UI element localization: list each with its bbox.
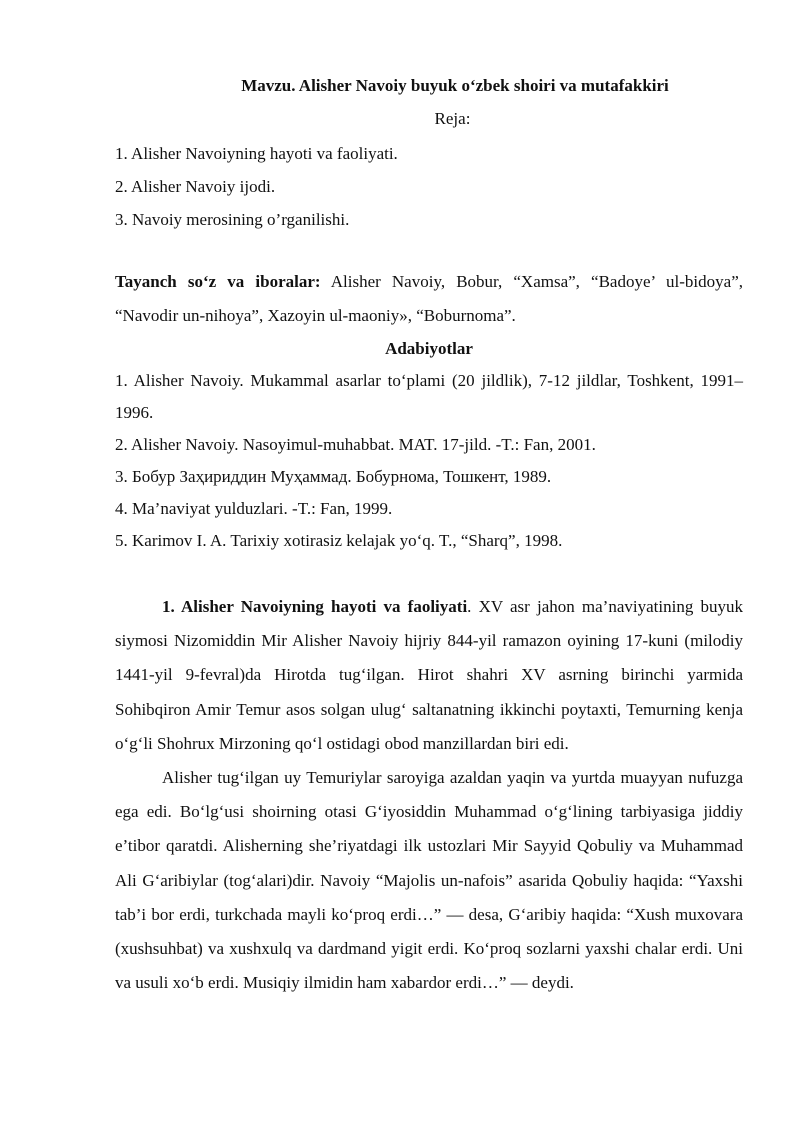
keywords-label: Tayanch so‘z va iboralar:: [115, 272, 321, 291]
literature-item: 5. Karimov I. A. Tarixiy xotirasiz kelajak yo‘q. T., “Sharq”, 1998.: [115, 531, 563, 550]
literature-item: 3. Бобур Заҳириддин Муҳаммад. Бобурнома, Тошкент, 1989.: [115, 467, 552, 486]
literature-heading: Adabiyotlar: [385, 339, 473, 358]
plan-label: Reja:: [434, 109, 471, 128]
plan-item: 3. Navoiy merosining o’rganilishi.: [115, 210, 350, 229]
section1-para1-text: . XV asr jahon ma’naviyatining buyuk siymosi Nizomiddin Mir Alisher Navoiy hijriy 844-yil ramazon oyining 17-kuni (milodiy 1441-yil 9-fevral)da Hirotda tug‘ilgan. Hirot shahri XV asrning birinchi yarmida Sohibqiron Amir Temur asos solgan ulug‘ saltanatning ikkinchi poytaxti, Temurning kenja o‘g‘li Shohrux Mirzoning qo‘l ostidagi obod manzillardan biri edi.: [115, 597, 743, 753]
literature-item: 2. Alisher Navoiy. Nasoyimul-muhabbat. MAT. 17-jild. -T.: Fan, 2001.: [115, 435, 596, 454]
literature-item: 4. Ma’naviyat yulduzlari. -T.: Fan, 1999.: [115, 499, 393, 518]
keywords-paragraph: [115, 265, 743, 333]
keywords-text: Alisher Navoiy, Bobur, “Xamsa”, “Badoye’ ul-bidoya”, “Navodir un-nihoya”, Xazoyin ul-maoniy», “Boburnoma”.: [115, 272, 743, 325]
plan-item: 2. Alisher Navoiy ijodi.: [115, 177, 276, 196]
section1-paragraph2: Alisher tug‘ilgan uy Temuriylar saroyiga azaldan yaqin va yurtda muayyan nufuzga ega edi. Bo‘lg‘usi shoirning otasi G‘iyosiddin Muhammad o‘g‘lining tarbiyasiga jiddiy e’tibor qaratdi. Alisherning she’riyatdagi ilk ustozlari Mir Sayyid Qobuliy va Muhammad Ali G‘aribiylar (tog‘alari)dir. Navoiy “Majolis un-nafois” asarida Qobuliy haqida: “Yaxshi tab’i bor erdi, turkchada mayli ko‘proq erdi…” — desa, G‘aribiy haqida: “Xush muxovara (xushsuhbat) va xushxulq va dardmand yigit erdi. Ko‘proq sozlarni yaxshi chalar erdi. Uni va usuli xo‘b erdi. Musiqiy ilmidin ham xabardor erdi…” — deydi.: [115, 768, 743, 993]
plan-item: 1. Alisher Navoiyning hayoti va faoliyati.: [115, 144, 398, 163]
section1-heading: 1. Alisher Navoiyning hayoti va faoliyati: [162, 597, 468, 616]
section1-paragraph1: [115, 590, 743, 761]
document-title: Mavzu. Alisher Navoiy buyuk o‘zbek shoiri va mutafakkiri: [241, 76, 669, 95]
literature-item: 1. Alisher Navoiy. Mukammal asarlar to‘plami (20 jildlik), 7-12 jildlar, Toshkent, 1991–1996.: [115, 371, 743, 422]
